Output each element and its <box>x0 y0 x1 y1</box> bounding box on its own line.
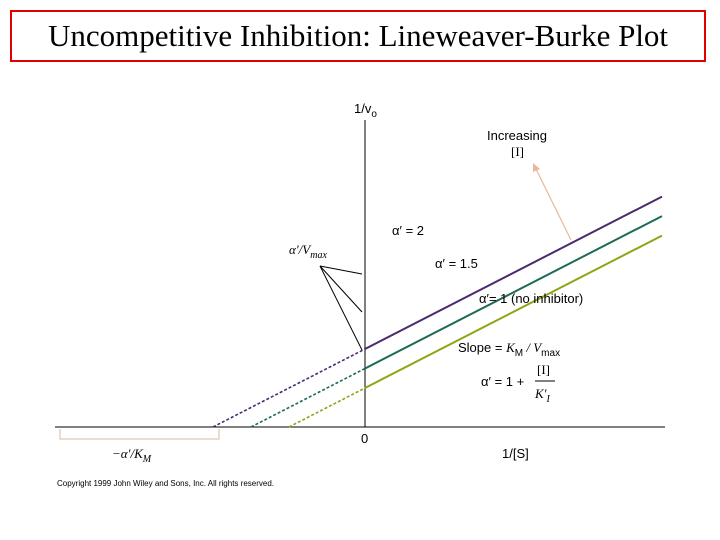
x-axis-label: 1/[S] <box>502 446 529 461</box>
slide-title: Uncompetitive Inhibition: Lineweaver-Burke Plot <box>47 18 669 53</box>
series-group <box>213 197 662 427</box>
x-intercept-bracket <box>60 429 219 439</box>
series-label-alpha-2: α′ = 2 <box>392 223 424 238</box>
series-label-alpha-1-5: α′ = 1.5 <box>435 256 478 271</box>
series-extrapolation-2 <box>289 388 365 427</box>
alpha-def-label: α′ = 1 + <box>481 374 525 389</box>
series-label-alpha-1: α′= 1 (no inhibitor) <box>479 291 584 306</box>
increasing-label-conc: [I] <box>511 144 524 159</box>
y-axis-label: $1/v_o$ <box>354 101 377 120</box>
series-line-0 <box>365 197 662 349</box>
alpha-def-numerator: [I] <box>537 362 550 377</box>
y-intercept-label: $\alpha'/V_{max}$ <box>289 242 327 261</box>
x-intercept-label: $-\alpha'/K_M$ <box>112 446 152 465</box>
slope-label: Slope = $K_M / V_{max}$ <box>458 340 561 359</box>
alpha-def-denominator: $K'_I$ <box>535 386 550 405</box>
copyright-notice: Copyright 1999 John Wiley and Sons, Inc. All rights reserved. <box>57 479 274 488</box>
series-extrapolation-0 <box>213 349 365 427</box>
series-line-2 <box>365 236 662 388</box>
increasing-label: Increasing <box>487 128 547 143</box>
increasing-arrow <box>536 169 571 240</box>
origin-label: 0 <box>361 431 369 446</box>
y-intercept-pointer-3 <box>320 266 362 350</box>
series-extrapolation-1 <box>251 369 365 428</box>
